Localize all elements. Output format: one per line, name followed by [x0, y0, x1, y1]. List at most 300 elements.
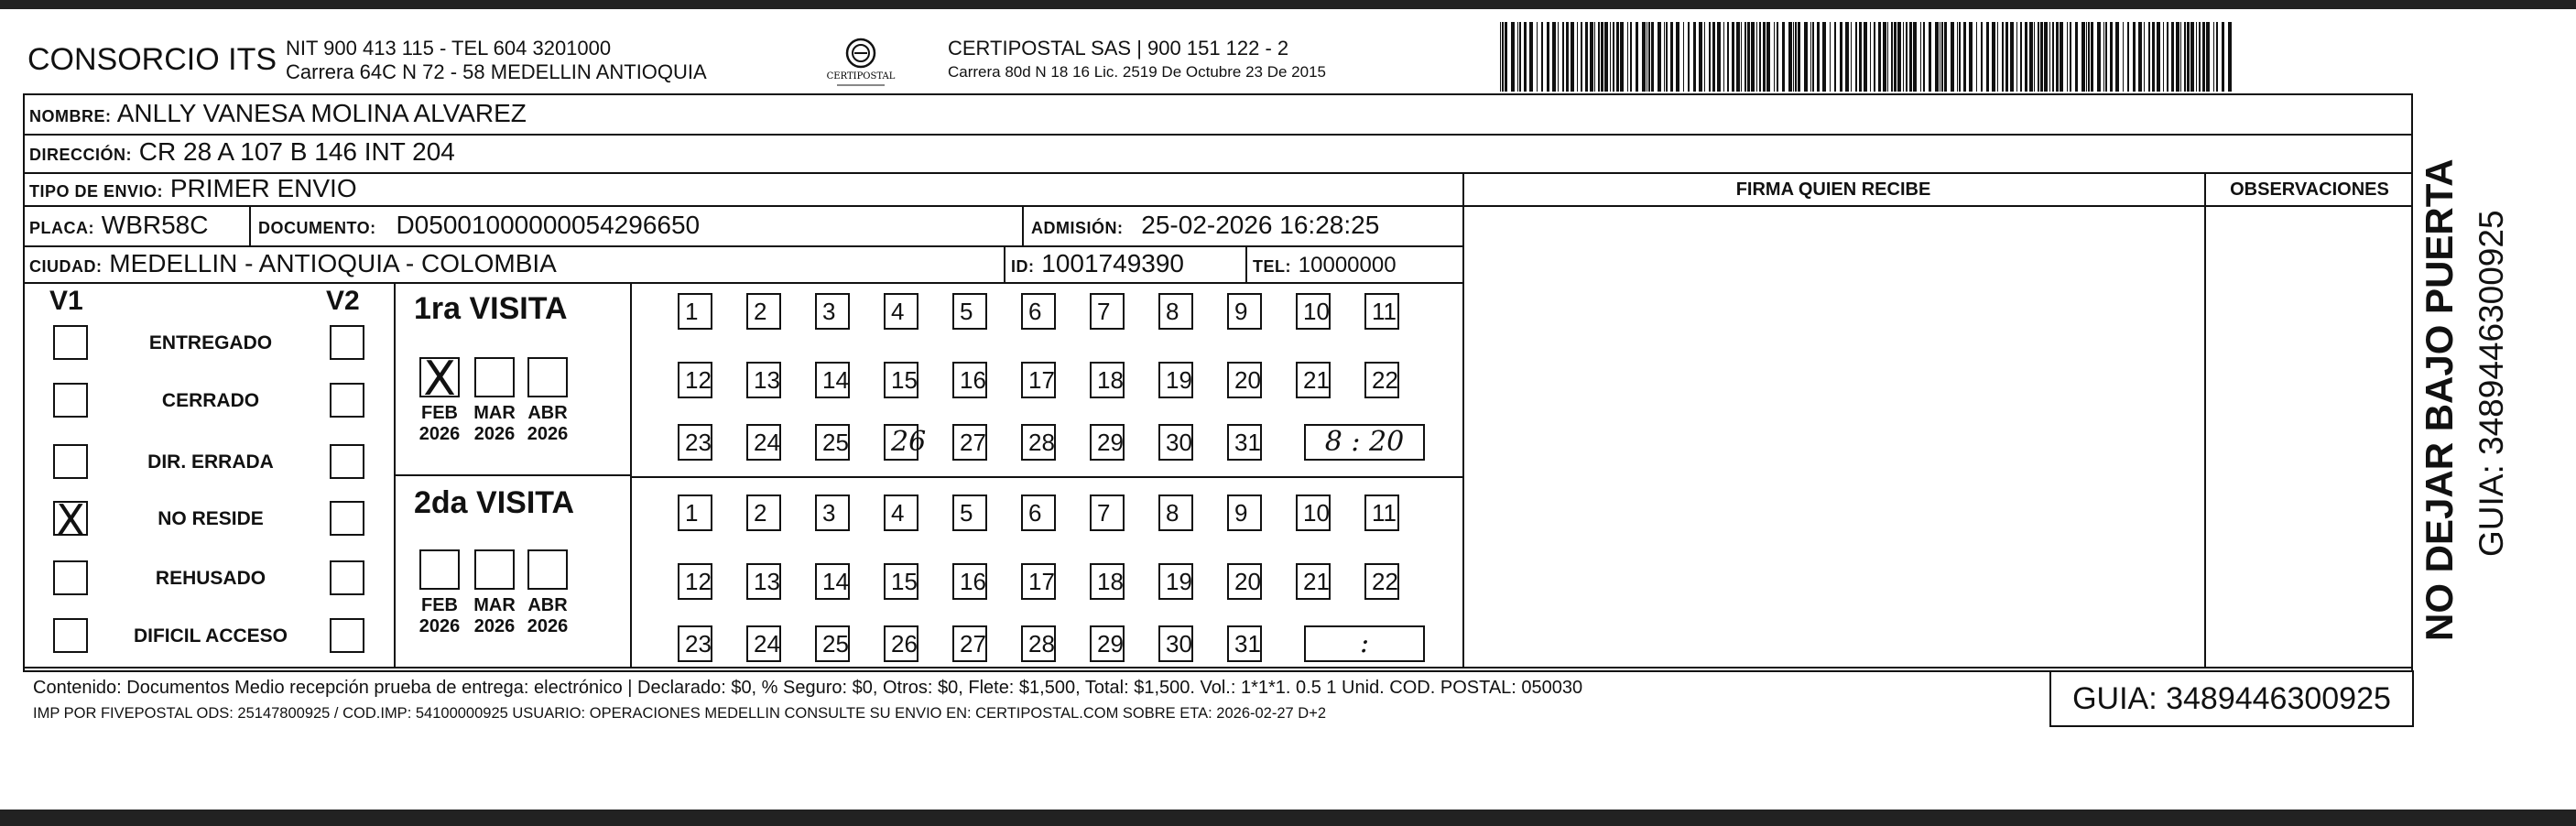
- barcode-bar: [1747, 22, 1750, 92]
- day-box[interactable]: [952, 563, 987, 600]
- barcode-bar: [1693, 22, 1696, 92]
- visit-row-divider: [394, 474, 630, 476]
- day-box[interactable]: [815, 424, 850, 461]
- status-reason-label: REHUSADO: [155, 568, 266, 589]
- visit-time-box[interactable]: [1304, 424, 1425, 461]
- field-divider: [249, 205, 251, 245]
- day-box[interactable]: [815, 495, 850, 531]
- month-name: ABR: [527, 595, 568, 615]
- month-year: 2026: [527, 616, 569, 636]
- day-number: 2: [754, 298, 767, 325]
- day-box[interactable]: [746, 293, 781, 330]
- v1-checkbox[interactable]: [53, 618, 88, 653]
- barcode-bar: [1810, 22, 1811, 92]
- v1-header: V1: [49, 286, 83, 316]
- barcode-bar: [1732, 22, 1734, 92]
- day-box[interactable]: [815, 362, 850, 398]
- barcode-bar: [2184, 22, 2186, 92]
- placa-label: PLACA:: [29, 219, 94, 237]
- barcode-bar: [2157, 22, 2160, 92]
- barcode-bar: [1929, 22, 1931, 92]
- month-name: MAR: [473, 403, 516, 423]
- barcode-bar: [2067, 22, 2068, 92]
- v2-checkbox[interactable]: [330, 618, 364, 653]
- placa-value: WBR58C: [101, 211, 209, 239]
- day-box[interactable]: [678, 293, 712, 330]
- row-divider: [1462, 205, 2413, 207]
- day-number: 12: [685, 366, 712, 394]
- barcode-bar: [1712, 22, 1715, 92]
- barcode-bar: [1581, 22, 1582, 92]
- v1-checkbox[interactable]: [53, 325, 88, 360]
- day-box[interactable]: [678, 495, 712, 531]
- tipo-envio-field: [29, 174, 357, 203]
- barcode-bar: [1913, 22, 1917, 92]
- day-number: 14: [822, 568, 849, 595]
- day-box[interactable]: [952, 424, 987, 461]
- documento-label: DOCUMENTO:: [258, 219, 376, 237]
- day-box[interactable]: [1364, 495, 1399, 531]
- column-divider: [2204, 172, 2206, 667]
- day-number: 31: [1234, 429, 1261, 456]
- barcode-bar: [2002, 22, 2004, 92]
- month-year: 2026: [527, 424, 569, 444]
- day-number: 18: [1097, 366, 1124, 394]
- barcode-bar: [1529, 22, 1533, 92]
- v1-checkbox[interactable]: [53, 383, 88, 418]
- nombre-label: NOMBRE:: [29, 107, 112, 125]
- barcode-bar: [1704, 22, 1705, 92]
- day-box[interactable]: [1227, 362, 1262, 398]
- barcode-bar: [1537, 22, 1538, 92]
- barcode: [1500, 22, 2233, 92]
- row-divider: [23, 205, 1462, 207]
- day-box[interactable]: [1296, 563, 1331, 600]
- day-number: 30: [1166, 630, 1192, 658]
- status-reason-label: ENTREGADO: [148, 332, 273, 353]
- ciudad-value: MEDELLIN - ANTIOQUIA - COLOMBIA: [109, 249, 557, 277]
- day-box[interactable]: [1021, 495, 1056, 531]
- day-box[interactable]: [1090, 625, 1125, 662]
- day-box[interactable]: [1021, 293, 1056, 330]
- month-checkbox[interactable]: [527, 549, 568, 590]
- month-year: 2026: [473, 424, 516, 444]
- day-box[interactable]: [1158, 563, 1193, 600]
- v1-checkbox[interactable]: [53, 560, 88, 595]
- barcode-bar: [2127, 22, 2129, 92]
- v2-header: V2: [326, 286, 360, 316]
- firma-header: FIRMA QUIEN RECIBE: [1735, 179, 1931, 200]
- barcode-bar: [1616, 22, 1619, 92]
- barcode-bar: [2206, 22, 2210, 92]
- day-number: 26: [891, 426, 927, 458]
- v2-checkbox[interactable]: [330, 325, 364, 360]
- barcode-bar: [2228, 22, 2232, 92]
- day-number: 13: [754, 568, 780, 595]
- day-number: 31: [1234, 630, 1261, 658]
- barcode-bar: [2049, 22, 2050, 92]
- day-number: 7: [1097, 298, 1111, 325]
- month-name: ABR: [527, 403, 568, 423]
- carrier-license: Carrera 80d N 18 16 Lic. 2519 De Octubre 23 De 2015: [948, 63, 1326, 81]
- tipo-envio-label: TIPO DE ENVIO:: [29, 182, 164, 201]
- v2-checkbox[interactable]: [330, 444, 364, 479]
- placa-field: [29, 211, 208, 240]
- status-reason-label: CERRADO: [161, 390, 260, 411]
- barcode-bar: [1727, 22, 1729, 92]
- barcode-bar: [2056, 22, 2059, 92]
- barcode-bar: [2034, 22, 2035, 92]
- day-number: 4: [891, 298, 905, 325]
- barcode-bar: [1699, 22, 1702, 92]
- barcode-bar: [1666, 22, 1668, 92]
- day-box[interactable]: [952, 625, 987, 662]
- barcode-bar: [1524, 22, 1527, 92]
- day-box[interactable]: [678, 625, 712, 662]
- barcode-bar: [1723, 22, 1724, 92]
- barcode-bar: [2091, 22, 2093, 92]
- barcode-bar: [1709, 22, 1711, 92]
- month-checkbox[interactable]: [474, 357, 515, 397]
- day-number: 9: [1234, 298, 1248, 325]
- barcode-bar: [1812, 22, 1814, 92]
- barcode-bar: [1648, 22, 1650, 92]
- barcode-bar: [2103, 22, 2104, 92]
- checkmark-x: X: [423, 352, 456, 407]
- barcode-bar: [1906, 22, 1908, 92]
- barcode-bar: [1598, 22, 1600, 92]
- day-number: 27: [960, 630, 986, 658]
- day-box[interactable]: [1158, 293, 1193, 330]
- contents-summary: Contenido: Documentos Medio recepción prueba de entrega: electrónico | Declarado: $0, % Seguro: $0, Otros: $0, Flete: $1,500, Total: $1,500. Vol.: 1*1*1. 0.5 1 Unid. COD. POSTAL: 050030: [33, 678, 1583, 698]
- month-checkbox[interactable]: [419, 352, 460, 407]
- barcode-bar: [2176, 22, 2179, 92]
- barcode-bar: [2010, 22, 2014, 92]
- ciudad-label: CIUDAD:: [29, 257, 103, 276]
- day-box[interactable]: [815, 563, 850, 600]
- day-number: 15: [891, 366, 918, 394]
- day-box[interactable]: [884, 625, 918, 662]
- barcode-bar: [1822, 22, 1826, 92]
- column-divider: [1462, 172, 1464, 667]
- first-visit-title: 1ra VISITA: [414, 291, 568, 326]
- barcode-bar: [2052, 22, 2054, 92]
- barcode-bar: [1505, 22, 1507, 92]
- barcode-bar: [1793, 22, 1794, 92]
- barcode-bar: [1502, 22, 1504, 92]
- day-number: 1: [685, 499, 699, 527]
- barcode-bar: [1558, 22, 1559, 92]
- day-number: 5: [960, 499, 973, 527]
- day-number: 23: [685, 429, 712, 456]
- v2-checkbox[interactable]: [330, 383, 364, 418]
- day-box[interactable]: [1296, 495, 1331, 531]
- barcode-bar: [1855, 22, 1857, 92]
- barcode-bar: [1897, 22, 1901, 92]
- month-label: [412, 403, 467, 445]
- ciudad-field: [29, 249, 557, 278]
- day-box[interactable]: [952, 495, 987, 531]
- barcode-bar: [1788, 22, 1792, 92]
- day-box[interactable]: [1296, 362, 1331, 398]
- day-number: 28: [1028, 429, 1055, 456]
- day-box[interactable]: [678, 424, 712, 461]
- row-divider: [23, 282, 1462, 284]
- month-name: FEB: [421, 595, 458, 615]
- barcode-bar: [2005, 22, 2008, 92]
- barcode-bar: [1745, 22, 1746, 92]
- barcode-bar: [2163, 22, 2164, 92]
- barcode-bar: [1541, 22, 1543, 92]
- day-box[interactable]: [1227, 293, 1262, 330]
- barcode-bar: [1676, 22, 1679, 92]
- barcode-bar: [2040, 22, 2043, 92]
- v1-checkbox[interactable]: [53, 444, 88, 479]
- barcode-bar: [1941, 22, 1943, 92]
- day-box[interactable]: [884, 362, 918, 398]
- barcode-bar: [1636, 22, 1638, 92]
- day-number: 27: [960, 429, 986, 456]
- tipo-envio-value: PRIMER ENVIO: [169, 174, 357, 202]
- barcode-bar: [2038, 22, 2039, 92]
- month-label: [520, 403, 575, 445]
- barcode-bar: [1992, 22, 1995, 92]
- barcode-bar: [2105, 22, 2107, 92]
- barcode-bar: [2123, 22, 2124, 92]
- day-number: 14: [822, 366, 849, 394]
- day-box[interactable]: [1158, 625, 1193, 662]
- day-box[interactable]: [1158, 424, 1193, 461]
- barcode-bar: [1969, 22, 1973, 92]
- day-box[interactable]: [884, 424, 927, 461]
- barcode-bar: [1963, 22, 1966, 92]
- barcode-bar: [1590, 22, 1593, 92]
- month-label: [412, 595, 467, 637]
- row-divider: [23, 667, 2413, 668]
- barcode-bar: [1920, 22, 1921, 92]
- no-dejar-notice: NO DEJAR BAJO PUERTA: [2418, 158, 2461, 641]
- day-number: 18: [1097, 568, 1124, 595]
- day-box[interactable]: [1021, 424, 1056, 461]
- day-box[interactable]: [815, 293, 850, 330]
- status-reason-label: NO RESIDE: [158, 508, 264, 529]
- barcode-bar: [2222, 22, 2224, 92]
- barcode-bar: [1571, 22, 1574, 92]
- month-checkbox[interactable]: [419, 549, 460, 590]
- documento-field: [258, 211, 700, 240]
- day-box[interactable]: [1227, 625, 1262, 662]
- barcode-bar: [2044, 22, 2048, 92]
- id-label: ID:: [1011, 257, 1035, 276]
- day-number: 10: [1303, 499, 1330, 527]
- barcode-bar: [2097, 22, 2101, 92]
- day-number: 15: [891, 568, 918, 595]
- admision-label: ADMISIÓN:: [1031, 219, 1124, 237]
- barcode-bar: [2070, 22, 2071, 92]
- month-year: 2026: [418, 424, 461, 444]
- month-checkbox[interactable]: [474, 549, 515, 590]
- visit-divider: [630, 282, 632, 667]
- observaciones-header: OBSERVACIONES: [2230, 179, 2389, 200]
- day-box[interactable]: [1021, 625, 1056, 662]
- day-box[interactable]: [746, 495, 781, 531]
- day-number: 17: [1028, 366, 1055, 394]
- barcode-bar: [2202, 22, 2205, 92]
- barcode-bar: [1997, 22, 1998, 92]
- barcode-bar: [1552, 22, 1556, 92]
- barcode-bar: [1804, 22, 1808, 92]
- day-box[interactable]: [1021, 362, 1056, 398]
- day-box[interactable]: [1227, 424, 1262, 461]
- day-box[interactable]: [884, 495, 918, 531]
- tel-field: [1253, 249, 1397, 278]
- day-box[interactable]: [952, 293, 987, 330]
- day-number: 9: [1234, 499, 1248, 527]
- day-number: 21: [1303, 568, 1330, 595]
- day-box[interactable]: [815, 625, 850, 662]
- barcode-bar: [1620, 22, 1624, 92]
- status-reason-label: DIR. ERRADA: [147, 451, 274, 473]
- barcode-bar: [1664, 22, 1665, 92]
- day-box[interactable]: [1158, 495, 1193, 531]
- day-number: 7: [1097, 499, 1111, 527]
- day-number: 22: [1372, 366, 1398, 394]
- day-box[interactable]: [1296, 293, 1331, 330]
- direccion-field: [29, 137, 455, 167]
- barcode-bar: [1751, 22, 1755, 92]
- day-box[interactable]: [678, 362, 712, 398]
- barcode-bar: [1511, 22, 1515, 92]
- second-visit-title: 2da VISITA: [414, 485, 575, 520]
- barcode-bar: [2190, 22, 2194, 92]
- barcode-bar: [1670, 22, 1673, 92]
- day-number: 16: [960, 568, 986, 595]
- barcode-bar: [2029, 22, 2033, 92]
- barcode-bar: [1859, 22, 1862, 92]
- barcode-bar: [2180, 22, 2181, 92]
- barcode-bar: [1562, 22, 1564, 92]
- month-name: FEB: [421, 403, 458, 423]
- guia-box: GUIA: 3489446300925: [2049, 670, 2414, 727]
- nombre-value: ANLLY VANESA MOLINA ALVAREZ: [116, 99, 527, 127]
- barcode-bar: [1566, 22, 1569, 92]
- day-number: 6: [1028, 298, 1042, 325]
- day-box[interactable]: [1090, 424, 1125, 461]
- day-box[interactable]: [1090, 495, 1125, 531]
- day-box[interactable]: [884, 563, 918, 600]
- month-name: MAR: [473, 595, 516, 615]
- day-box[interactable]: [1364, 362, 1399, 398]
- top-border: [0, 0, 2576, 9]
- barcode-bar: [2088, 22, 2090, 92]
- company-address: Carrera 64C N 72 - 58 MEDELLIN ANTIOQUIA: [286, 60, 707, 83]
- barcode-bar: [1883, 22, 1886, 92]
- day-number: 17: [1028, 568, 1055, 595]
- day-box[interactable]: [746, 362, 781, 398]
- v1-checkbox[interactable]: [53, 495, 88, 545]
- barcode-bar: [1763, 22, 1766, 92]
- day-number: 2: [754, 499, 767, 527]
- day-box[interactable]: [678, 563, 712, 600]
- visit-time-box[interactable]: [1304, 625, 1425, 662]
- day-number: 3: [822, 499, 836, 527]
- barcode-bar: [1817, 22, 1820, 92]
- day-box[interactable]: [746, 625, 781, 662]
- day-number: 19: [1166, 568, 1192, 595]
- tel-label: TEL:: [1253, 257, 1291, 276]
- day-number: 24: [754, 630, 780, 658]
- barcode-bar: [1834, 22, 1836, 92]
- v2-checkbox[interactable]: [330, 560, 364, 595]
- day-box[interactable]: [1227, 563, 1262, 600]
- day-box[interactable]: [1090, 563, 1125, 600]
- day-box[interactable]: [1090, 362, 1125, 398]
- day-box[interactable]: [746, 563, 781, 600]
- barcode-bar: [1630, 22, 1632, 92]
- day-number: 25: [822, 630, 849, 658]
- barcode-bar: [1577, 22, 1578, 92]
- barcode-bar: [1741, 22, 1742, 92]
- barcode-bar: [1878, 22, 1881, 92]
- day-box[interactable]: [1364, 563, 1399, 600]
- certipostal-logo: [824, 33, 897, 93]
- day-box[interactable]: [952, 362, 987, 398]
- day-box[interactable]: [1364, 293, 1399, 330]
- barcode-bar: [1658, 22, 1661, 92]
- tel-value: 10000000: [1298, 253, 1397, 277]
- status-reason-label: DIFICIL ACCESO: [133, 625, 288, 647]
- barcode-bar: [1683, 22, 1684, 92]
- month-label: [467, 403, 522, 445]
- day-number: 29: [1097, 630, 1124, 658]
- barcode-bar: [2133, 22, 2136, 92]
- barcode-bar: [1736, 22, 1740, 92]
- barcode-bar: [1594, 22, 1595, 92]
- barcode-bar: [2115, 22, 2119, 92]
- day-box[interactable]: [884, 293, 918, 330]
- barcode-bar: [2020, 22, 2022, 92]
- day-box[interactable]: [1158, 362, 1193, 398]
- barcode-bar: [1894, 22, 1897, 92]
- documento-value: D05001000000054296650: [396, 211, 701, 239]
- barcode-bar: [1840, 22, 1842, 92]
- barcode-bar: [2196, 22, 2197, 92]
- v2-checkbox[interactable]: [330, 501, 364, 536]
- barcode-bar: [2060, 22, 2063, 92]
- month-checkbox[interactable]: [527, 357, 568, 397]
- day-box[interactable]: [1021, 563, 1056, 600]
- id-field: [1011, 249, 1184, 278]
- barcode-bar: [2016, 22, 2017, 92]
- day-box[interactable]: [1227, 495, 1262, 531]
- field-divider: [1022, 205, 1024, 245]
- barcode-bar: [2138, 22, 2142, 92]
- side-guia-number: GUIA: 3489446300925: [2473, 210, 2510, 557]
- direccion-label: DIRECCIÓN:: [29, 146, 132, 164]
- bottom-border: [0, 810, 2576, 826]
- barcode-bar: [1944, 22, 1947, 92]
- checkmark-x: X: [56, 495, 85, 545]
- barcode-bar: [1957, 22, 1958, 92]
- day-number: 24: [754, 429, 780, 456]
- print-info: IMP POR FIVEPOSTAL ODS: 25147800925 / COD.IMP: 54100000925 USUARIO: OPERACIONES MEDELLIN CONSULTE SU ENVIO EN: CERTIPOSTAL.COM SOBRE ETA: 2026-02-27 D+2: [33, 705, 1327, 722]
- day-box[interactable]: [746, 424, 781, 461]
- day-number: 23: [685, 630, 712, 658]
- day-number: 21: [1303, 366, 1330, 394]
- day-box[interactable]: [1090, 293, 1125, 330]
- day-number: 11: [1372, 499, 1397, 527]
- barcode-bar: [1688, 22, 1690, 92]
